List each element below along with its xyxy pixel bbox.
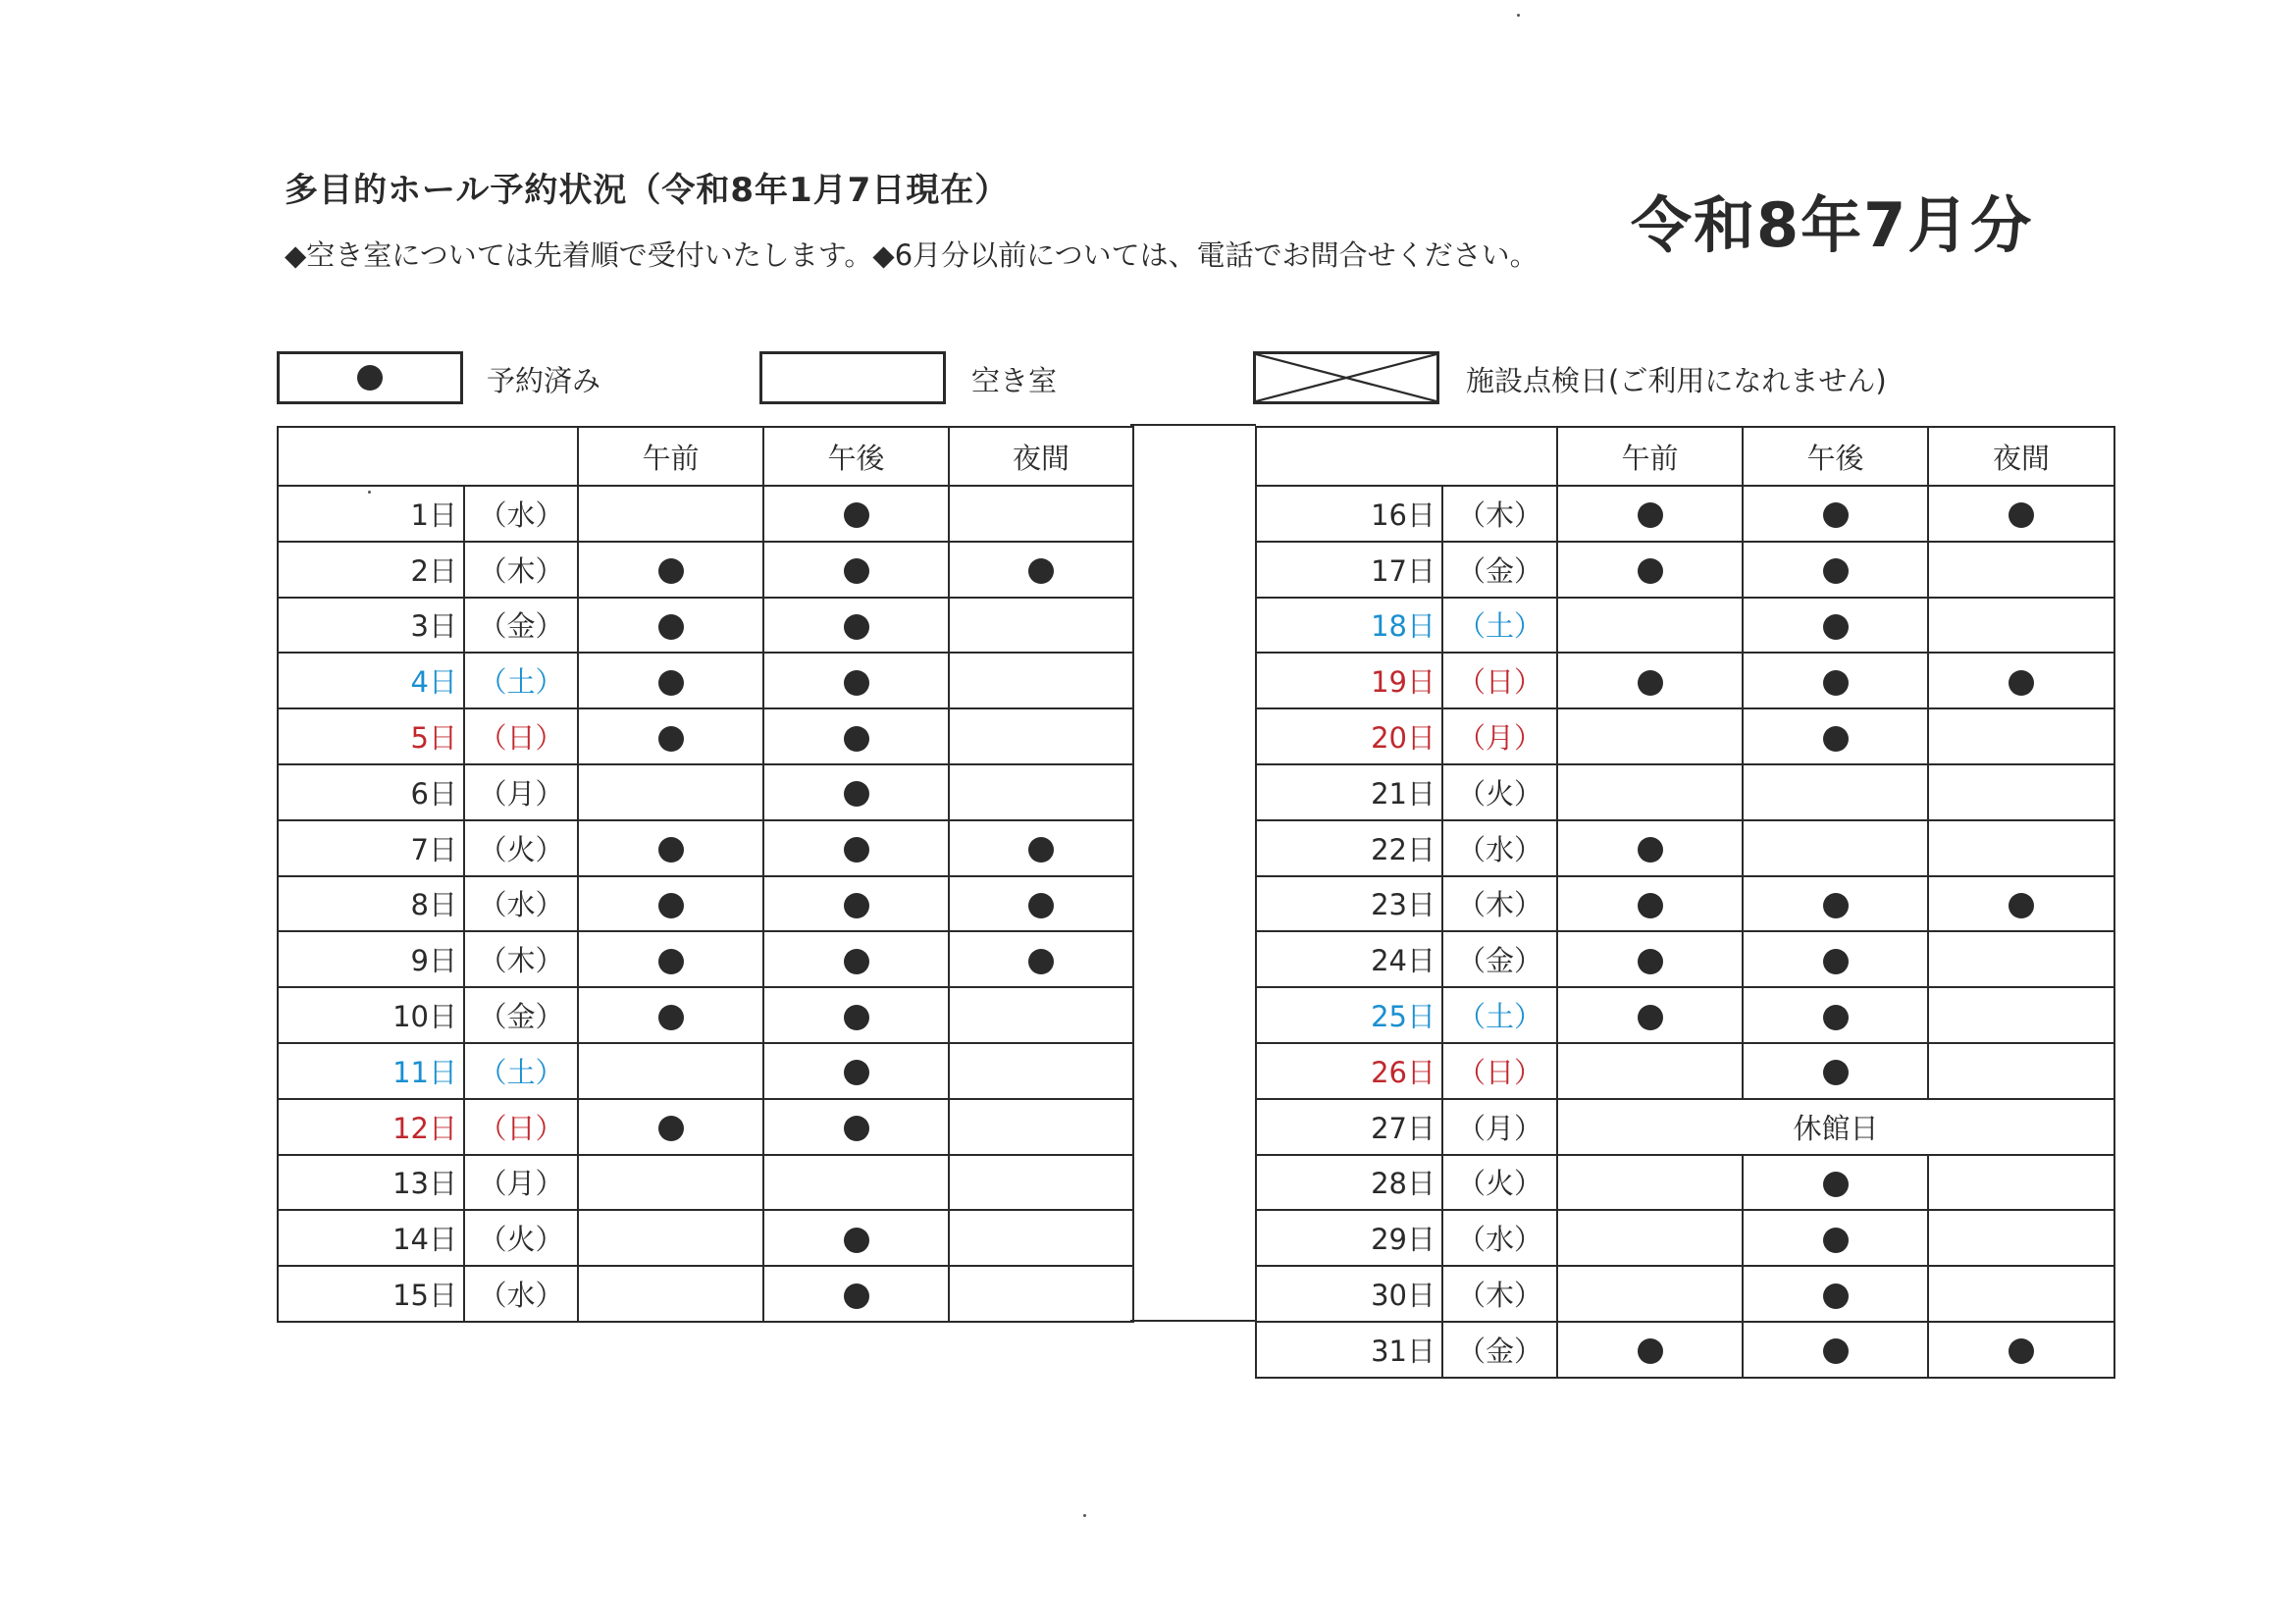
slot-pm (1743, 1043, 1928, 1099)
slot-pm (763, 1266, 949, 1322)
day-number: 20日 (1256, 708, 1442, 764)
slot-am (1557, 1043, 1743, 1099)
slot-night (1928, 764, 2114, 820)
day-number: 8日 (278, 876, 464, 932)
booked-dot-icon (1823, 502, 1849, 528)
slot-am (578, 987, 763, 1043)
booked-dot-icon (2009, 1338, 2034, 1364)
day-number: 12日 (278, 1099, 464, 1155)
day-number: 28日 (1256, 1155, 1442, 1211)
column-header-am: 午前 (1557, 427, 1743, 486)
booked-dot-icon (844, 558, 869, 584)
weekday: （水） (1442, 820, 1557, 876)
table-row (278, 542, 1133, 598)
slot-pm (1743, 987, 1928, 1043)
day-number: 22日 (1256, 820, 1442, 876)
slot-night (1928, 542, 2114, 598)
booked-dot-icon (1823, 726, 1849, 752)
weekday: （水） (1442, 1210, 1557, 1266)
table-row (278, 931, 1133, 987)
booked-dot-icon (844, 670, 869, 696)
day-number: 15日 (278, 1266, 464, 1322)
slot-pm (763, 876, 949, 932)
day-number: 24日 (1256, 931, 1442, 987)
table-row (1256, 820, 2114, 876)
table-row (1256, 1099, 2114, 1155)
booked-dot-icon (2009, 502, 2034, 528)
table-divider-top (1130, 424, 1256, 432)
slot-night (949, 820, 1133, 876)
day-number: 31日 (1256, 1322, 1442, 1378)
slot-pm (763, 486, 949, 542)
booked-dot-icon (1823, 558, 1849, 584)
slot-pm (763, 764, 949, 820)
slot-am (1557, 486, 1743, 542)
day-number: 16日 (1256, 486, 1442, 542)
slot-am (1557, 542, 1743, 598)
booked-dot-icon (1638, 502, 1663, 528)
slot-night (949, 764, 1133, 820)
slot-am (1557, 987, 1743, 1043)
table-row (1256, 598, 2114, 654)
slot-night (949, 931, 1133, 987)
slot-night (1928, 1266, 2114, 1322)
slot-am (578, 1155, 763, 1211)
booked-dot-icon (844, 781, 869, 807)
legend-inspection-box (1253, 351, 1439, 404)
table-row (278, 486, 1133, 542)
page-title: 多目的ホール予約状況（令和8年1月7日現在） (285, 171, 1010, 210)
slot-night (1928, 1155, 2114, 1211)
column-header-night: 夜間 (1928, 427, 2114, 486)
weekday: （土） (464, 653, 578, 708)
slot-am (578, 1266, 763, 1322)
table-row (278, 820, 1133, 876)
day-number: 26日 (1256, 1043, 1442, 1099)
weekday: （火） (464, 820, 578, 876)
booked-dot-icon (658, 893, 684, 918)
weekday: （金） (464, 598, 578, 654)
day-number: 4日 (278, 653, 464, 708)
table-row (278, 598, 1133, 654)
booked-dot-icon (1638, 949, 1663, 974)
booked-dot-icon (844, 1228, 869, 1253)
slot-night (949, 486, 1133, 542)
slot-pm (763, 820, 949, 876)
day-number: 19日 (1256, 653, 1442, 708)
slot-am (1557, 876, 1743, 932)
slot-night (1928, 1322, 2114, 1378)
booked-dot-icon (2009, 670, 2034, 696)
day-number: 18日 (1256, 598, 1442, 654)
weekday: （日） (464, 708, 578, 764)
booked-dot-icon (844, 614, 869, 640)
slot-night (949, 542, 1133, 598)
slot-night (1928, 708, 2114, 764)
slot-am (1557, 931, 1743, 987)
table-row (1256, 764, 2114, 820)
booked-dot-icon (844, 726, 869, 752)
slot-night (1928, 653, 2114, 708)
day-number: 10日 (278, 987, 464, 1043)
table-row (1256, 1322, 2114, 1378)
booked-dot-icon (1638, 670, 1663, 696)
legend-booked-box (277, 351, 463, 404)
weekday: （土） (1442, 598, 1557, 654)
slot-night (1928, 598, 2114, 654)
booked-dot-icon (1823, 1005, 1849, 1030)
slot-am (1557, 1322, 1743, 1378)
day-number: 9日 (278, 931, 464, 987)
table-row (278, 708, 1133, 764)
slot-pm (1743, 598, 1928, 654)
table-row (278, 1155, 1133, 1211)
booked-dot-icon (1638, 893, 1663, 918)
slot-night (1928, 486, 2114, 542)
slot-pm (1743, 486, 1928, 542)
slot-am (578, 598, 763, 654)
weekday: （火） (1442, 764, 1557, 820)
weekday: （月） (464, 1155, 578, 1211)
booked-dot-icon (1638, 837, 1663, 863)
month-heading: 令和8年7月分 (1631, 189, 2034, 261)
slot-pm (1743, 542, 1928, 598)
day-number: 1日 (278, 486, 464, 542)
slot-pm (763, 1210, 949, 1266)
booked-dot-icon (658, 949, 684, 974)
slot-night (949, 987, 1133, 1043)
booked-dot-icon (658, 1116, 684, 1141)
scan-speck (1517, 14, 1520, 17)
slot-pm (1743, 1155, 1928, 1211)
booked-dot-icon (844, 1060, 869, 1085)
weekday: （木） (464, 931, 578, 987)
slot-night (949, 1099, 1133, 1155)
weekday: （水） (464, 876, 578, 932)
slot-am (1557, 653, 1743, 708)
closed-day-cell: 休館日 (1557, 1099, 2114, 1155)
slot-pm (1743, 1210, 1928, 1266)
booked-dot-icon (658, 558, 684, 584)
slot-night (949, 598, 1133, 654)
slot-pm (763, 931, 949, 987)
booked-dot-icon (658, 1005, 684, 1030)
slot-pm (763, 987, 949, 1043)
booked-dot-icon (1823, 1338, 1849, 1364)
slot-am (578, 1099, 763, 1155)
weekday: （日） (1442, 1043, 1557, 1099)
booked-dot-icon (1823, 670, 1849, 696)
weekday: （水） (464, 486, 578, 542)
table-row (1256, 1043, 2114, 1099)
weekday: （日） (1442, 653, 1557, 708)
booked-dot-icon (844, 1005, 869, 1030)
slot-pm (763, 598, 949, 654)
booked-dot-icon (844, 837, 869, 863)
slot-pm (1743, 708, 1928, 764)
slot-night (949, 653, 1133, 708)
weekday: （月） (464, 764, 578, 820)
booked-dot-icon (1028, 837, 1054, 863)
cross-icon (1256, 354, 1436, 401)
booked-dot-icon (1823, 614, 1849, 640)
booked-dot-icon (1823, 1228, 1849, 1253)
slot-am (1557, 764, 1743, 820)
slot-night (949, 1266, 1133, 1322)
weekday: （土） (1442, 987, 1557, 1043)
weekday: （木） (464, 542, 578, 598)
table-row (1256, 1266, 2114, 1322)
column-header-night: 夜間 (949, 427, 1133, 486)
booked-dot-icon (1638, 1338, 1663, 1364)
slot-pm (1743, 1322, 1928, 1378)
table-row (1256, 653, 2114, 708)
weekday: （火） (1442, 1155, 1557, 1211)
day-number: 21日 (1256, 764, 1442, 820)
right-schedule-table (1255, 426, 2115, 1379)
slot-pm (763, 1099, 949, 1155)
table-row (1256, 542, 2114, 598)
slot-am (578, 708, 763, 764)
slot-am (1557, 598, 1743, 654)
booked-dot-icon (357, 365, 383, 391)
slot-pm (763, 653, 949, 708)
booked-dot-icon (1823, 949, 1849, 974)
column-header-am: 午前 (578, 427, 763, 486)
table-row (278, 1043, 1133, 1099)
booked-dot-icon (658, 614, 684, 640)
booked-dot-icon (1028, 558, 1054, 584)
day-number: 2日 (278, 542, 464, 598)
slot-pm (1743, 764, 1928, 820)
day-number: 14日 (278, 1210, 464, 1266)
table-row (1256, 1155, 2114, 1211)
table-row (278, 987, 1133, 1043)
scan-speck (368, 491, 371, 494)
day-number: 29日 (1256, 1210, 1442, 1266)
day-number: 11日 (278, 1043, 464, 1099)
slot-am (578, 653, 763, 708)
slot-pm (763, 708, 949, 764)
booked-dot-icon (658, 670, 684, 696)
legend-vacant-box (759, 351, 946, 404)
table-row (278, 876, 1133, 932)
slot-pm (1743, 1266, 1928, 1322)
column-header-pm: 午後 (763, 427, 949, 486)
weekday: （木） (1442, 876, 1557, 932)
booked-dot-icon (1823, 1172, 1849, 1197)
weekday: （木） (1442, 486, 1557, 542)
weekday: （金） (1442, 1322, 1557, 1378)
slot-night (949, 708, 1133, 764)
table-row (1256, 987, 2114, 1043)
table-row (278, 1210, 1133, 1266)
booked-dot-icon (1823, 1283, 1849, 1309)
weekday: （月） (1442, 708, 1557, 764)
slot-am (578, 764, 763, 820)
slot-night (1928, 1210, 2114, 1266)
booked-dot-icon (844, 949, 869, 974)
left-schedule-table (277, 426, 1134, 1323)
table-row (1256, 486, 2114, 542)
booked-dot-icon (1823, 893, 1849, 918)
legend-booked-label: 予約済み (487, 364, 601, 397)
slot-am (1557, 708, 1743, 764)
header-row (1256, 427, 2114, 486)
table-row (278, 1266, 1133, 1322)
slot-am (1557, 1155, 1743, 1211)
scan-speck (1083, 1514, 1086, 1517)
table-row (278, 653, 1133, 708)
table-row (1256, 931, 2114, 987)
weekday: （木） (1442, 1266, 1557, 1322)
slot-am (578, 486, 763, 542)
day-number: 17日 (1256, 542, 1442, 598)
slot-am (578, 1210, 763, 1266)
day-number: 23日 (1256, 876, 1442, 932)
slot-pm (763, 1043, 949, 1099)
weekday: （月） (1442, 1099, 1557, 1155)
header-blank-cell (278, 427, 578, 486)
booked-dot-icon (1028, 949, 1054, 974)
table-row (1256, 708, 2114, 764)
slot-pm (1743, 876, 1928, 932)
slot-am (578, 931, 763, 987)
day-number: 25日 (1256, 987, 1442, 1043)
weekday: （水） (464, 1266, 578, 1322)
slot-am (1557, 820, 1743, 876)
weekday: （火） (464, 1210, 578, 1266)
booked-dot-icon (844, 893, 869, 918)
column-header-pm: 午後 (1743, 427, 1928, 486)
booked-dot-icon (1028, 893, 1054, 918)
slot-am (1557, 1210, 1743, 1266)
slot-am (578, 820, 763, 876)
slot-am (578, 542, 763, 598)
slot-night (1928, 1043, 2114, 1099)
weekday: （金） (464, 987, 578, 1043)
slot-pm (1743, 820, 1928, 876)
slot-night (949, 1210, 1133, 1266)
day-number: 30日 (1256, 1266, 1442, 1322)
booked-dot-icon (844, 502, 869, 528)
day-number: 7日 (278, 820, 464, 876)
table-divider-bottom (1130, 1320, 1256, 1322)
day-number: 5日 (278, 708, 464, 764)
slot-pm (1743, 653, 1928, 708)
slot-am (578, 876, 763, 932)
table-row (1256, 876, 2114, 932)
slot-pm (763, 1155, 949, 1211)
booked-dot-icon (658, 726, 684, 752)
slot-night (1928, 820, 2114, 876)
slot-night (1928, 987, 2114, 1043)
day-number: 6日 (278, 764, 464, 820)
booked-dot-icon (1638, 1005, 1663, 1030)
slot-am (578, 1043, 763, 1099)
table-row (1256, 1210, 2114, 1266)
booked-dot-icon (1638, 558, 1663, 584)
booked-dot-icon (658, 837, 684, 863)
notice-text: ◆空き室については先着順で受付いたします。◆6月分以前については、電話でお問合せください。 (285, 238, 1539, 272)
weekday: （土） (464, 1043, 578, 1099)
header-row (278, 427, 1133, 486)
slot-night (949, 1155, 1133, 1211)
header-blank-cell (1256, 427, 1557, 486)
weekday: （金） (1442, 931, 1557, 987)
slot-am (1557, 1266, 1743, 1322)
slot-night (949, 1043, 1133, 1099)
weekday: （日） (464, 1099, 578, 1155)
slot-night (949, 876, 1133, 932)
day-number: 3日 (278, 598, 464, 654)
table-row (278, 1099, 1133, 1155)
table-row (278, 764, 1133, 820)
legend-inspection-label: 施設点検日(ご利用になれません) (1466, 364, 1887, 397)
booked-dot-icon (1823, 1060, 1849, 1085)
slot-night (1928, 876, 2114, 932)
slot-pm (1743, 931, 1928, 987)
weekday: （金） (1442, 542, 1557, 598)
slot-night (1928, 931, 2114, 987)
day-number: 27日 (1256, 1099, 1442, 1155)
booked-dot-icon (844, 1283, 869, 1309)
booked-dot-icon (844, 1116, 869, 1141)
slot-pm (763, 542, 949, 598)
day-number: 13日 (278, 1155, 464, 1211)
legend-vacant-label: 空き室 (971, 364, 1058, 397)
booked-dot-icon (2009, 893, 2034, 918)
